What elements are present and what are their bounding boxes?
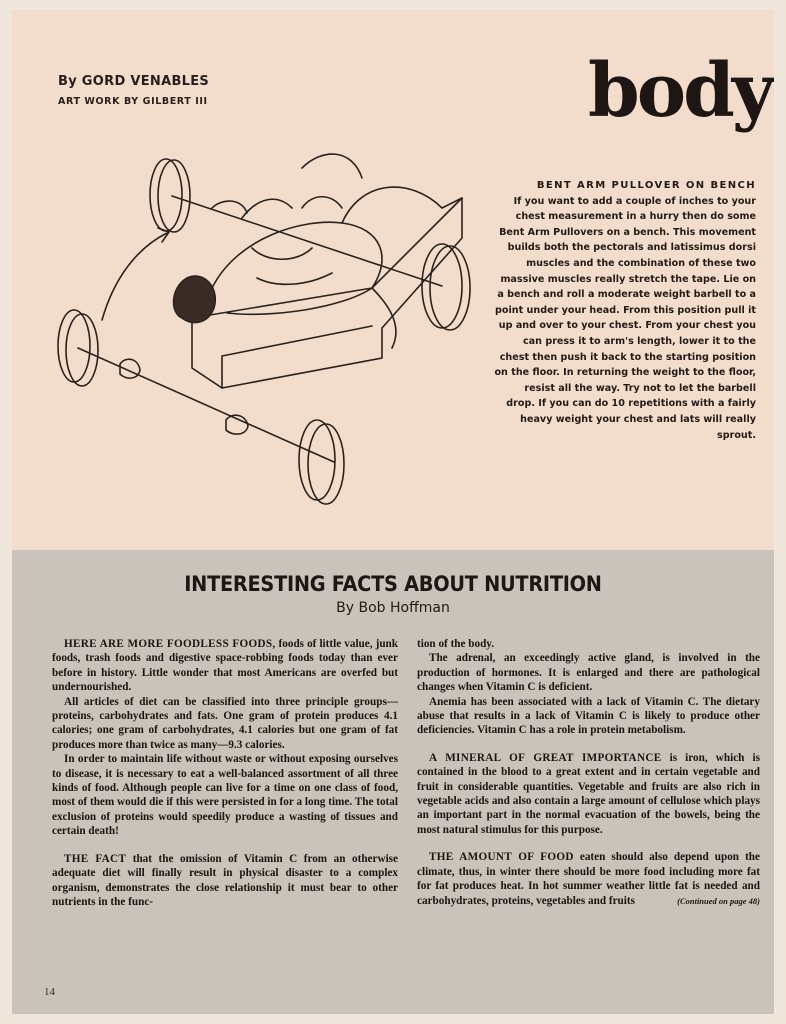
bent-arm-pullover-illustration [42, 138, 472, 518]
paragraph: Anemia has been associated with a lack of Vitamin C. The dietary abuse that results in a lack of Vitamin C is likely to produce other deficiencies. Vitamin C has a role in protein metabolism. [417, 695, 760, 737]
paragraph-text: is iron, which is contained in the blood to a great extent and in certain vegetable and fruit in considerable quantities. Vegetable and fruits are also rich in vegetable acids and also contain a large amount of cellulose which plays an important part in the normal evacuation of the bowels, being the most natural stimulus for this purpose. [417, 751, 760, 836]
upper-barbell [172, 196, 442, 286]
article-author: By Bob Hoffman [336, 600, 450, 616]
paragraph-lead: THE FACT [64, 852, 127, 865]
paragraph-text: foods of little value, junk foods, trash foods and digestive space-robbing foods today than ever before in history. Little wonder that most Americans are overfed but undernourished. [52, 638, 398, 694]
exercise-text: If you want to add a couple of inches to your chest measurement in a hurry then do some Bent Arm Pullovers on a bench. This movement builds both the pectorals and latissimus dorsi muscles and the combination of these two massive muscles really stretch the tape. Lie on a bench and roll a moderate weight barbell to a point under your head. From this position pull it up and over to your chest. From your chest you can press it to arm's length, lower it to the chest then push it back to the starting position on the floor. In returning the weight to the floor, resist all the way. Try not to let the barbell drop. If you can do 10 repetitions with a fairly heavy weight your chest and lats will really sprout. [494, 195, 756, 441]
article-column-right [417, 637, 760, 908]
paragraph [52, 852, 398, 910]
artwork-credit: ART WORK BY GILBERT III [58, 96, 208, 107]
page-number: 14 [44, 986, 55, 998]
paragraph [52, 637, 398, 695]
paragraph-text: eaten should also depend upon the climate, thus, in winter there should be more food including more fat for fat produces heat. In hot summer weather little fat is needed and carbohydrates, proteins, vegetables and fruits [417, 851, 760, 907]
paragraph-lead: HERE ARE MORE FOODLESS FOODS, [64, 638, 276, 650]
exercise-title: BENT ARM PULLOVER ON BENCH [536, 180, 756, 191]
paragraph-lead: A MINERAL OF GREAT IMPORTANCE [429, 751, 662, 764]
lifter-legs [342, 187, 462, 348]
article-column-left [52, 637, 398, 909]
lower-barbell [78, 348, 334, 462]
continued-note: (Continued on page 48) [677, 895, 760, 906]
paragraph-lead: THE AMOUNT OF FOOD [429, 851, 574, 864]
paragraph [417, 850, 760, 908]
section-title: body [588, 48, 772, 134]
lifter-head [174, 276, 216, 323]
paragraph [417, 751, 760, 837]
article-title: INTERESTING FACTS ABOUT NUTRITION [184, 572, 602, 596]
paragraph: tion of the body. [417, 638, 495, 650]
paragraph: All articles of diet can be classified into three principle groups—proteins, carbohydrates and fats. One gram of protein produces 4.1 calories; one gram of carbohydrates, 4.1 calories but one gram of fat produces more than twice as many—9.3 calories. [52, 695, 398, 751]
paragraph-text: that the omission of Vitamin C from an otherwise adequate diet will finally result in physical disaster to a complex organism, demonstrates the close relationship it must bear to other nutrients in the func- [52, 852, 398, 908]
exercise-description [494, 178, 756, 443]
motion-arrow [102, 233, 167, 320]
magazine-page [12, 10, 774, 1014]
paragraph: In order to maintain life without waste or without exposing ourselves to disease, it is necessary to eat a well-balanced assortment of all three kinds of food. Although people can live for a time on one class of food, most of them would die if this were persisted in for a long time. The total exclusion of proteins would speedily produce a wasting of tissues and certain death! [52, 753, 398, 838]
byline: By GORD VENABLES [58, 74, 210, 89]
paragraph: The adrenal, an exceedingly active gland, is involved in the production of hormones. It is enlarged and there are pathological changes when Vitamin C is deficient. [417, 652, 760, 694]
